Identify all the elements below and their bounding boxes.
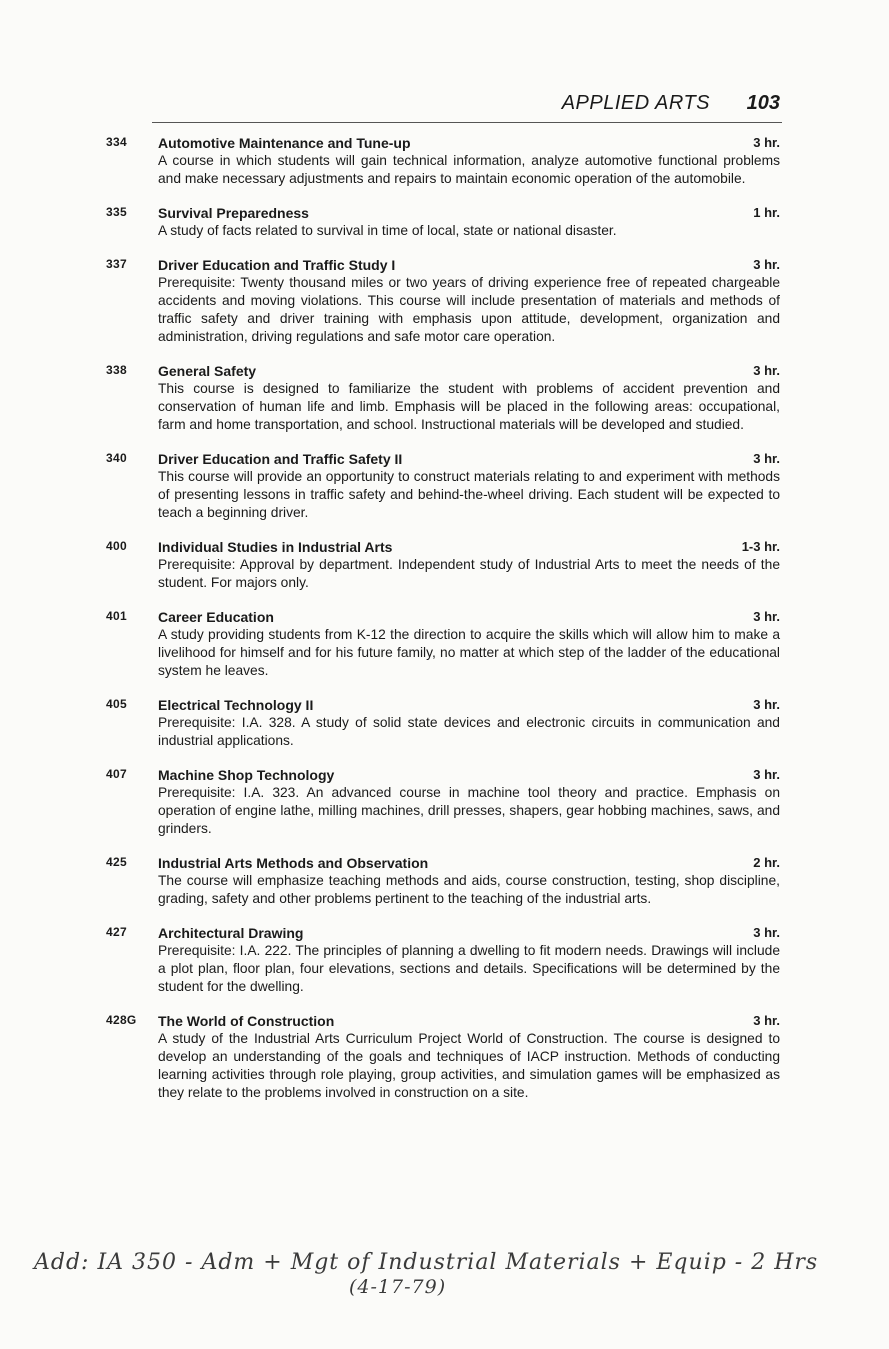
course-hours: 3 hr.: [753, 1013, 780, 1028]
handwritten-note-line: Add: IA 350 - Adm + Mgt of Industrial Materials + Equip - 2 Hrs: [34, 1250, 819, 1275]
course-number: 428G: [106, 1013, 137, 1027]
course-number: 427: [106, 925, 127, 939]
course-number: 401: [106, 609, 127, 623]
course-number: 338: [106, 363, 127, 377]
course-number: 335: [106, 205, 127, 219]
page-header: [152, 92, 782, 123]
course-title: Machine Shop Technology: [158, 767, 335, 783]
handwritten-note-date: (4-17-79): [349, 1276, 447, 1298]
course-hours: 1 hr.: [753, 205, 780, 220]
course-title: Career Education: [158, 609, 274, 625]
course-entry: [0, 696, 889, 750]
course-entry: [0, 134, 889, 188]
course-entry: [0, 256, 889, 346]
course-description: This course is designed to familiarize the student with problems of accident prevention and conservation of human life and limb. Emphasis will be placed in the following areas: occupational, farm and home transportation, and school. Instructional materials will be developed and studied.: [158, 381, 780, 432]
course-description: Prerequisite: I.A. 323. An advanced course in machine tool theory and practice. Emphasis on operation of engine lathe, milling machines, drill presses, shapers, gear hobbing machines, saws, and grinders.: [158, 785, 780, 836]
course-title: Architectural Drawing: [158, 925, 304, 941]
course-entry: [0, 450, 889, 522]
course-entry: [0, 362, 889, 434]
course-number: 340: [106, 451, 127, 465]
handwritten-annotation: [34, 1250, 864, 1310]
course-description: The course will emphasize teaching methods and aids, course construction, testing, shop discipline, grading, safety and other problems pertinent to the teaching of the industrial arts.: [158, 873, 780, 906]
course-hours: 3 hr.: [753, 451, 780, 466]
course-hours: 3 hr.: [753, 363, 780, 378]
course-entry: [0, 854, 889, 908]
course-number: 334: [106, 135, 127, 149]
course-number: 405: [106, 697, 127, 711]
course-title: The World of Construction: [158, 1013, 335, 1029]
course-description: A study providing students from K-12 the direction to acquire the skills which will allow him to make a livelihood for himself and for his future family, no matter at which step of the ladder of the educational system he leaves.: [158, 627, 780, 678]
course-title: Driver Education and Traffic Study I: [158, 257, 396, 273]
course-description: Prerequisite: I.A. 222. The principles of planning a dwelling to fit modern needs. Drawings will include a plot plan, floor plan, four elevations, sections and details. Specifications will be determined by the student for the dwelling.: [158, 943, 780, 994]
course-description: Prerequisite: Approval by department. Independent study of Industrial Arts to meet the needs of the student. For majors only.: [158, 557, 780, 590]
section-title: APPLIED ARTS: [561, 92, 710, 114]
course-number: 400: [106, 539, 127, 553]
course-description: A course in which students will gain technical information, analyze automotive functional problems and make necessary adjustments and repairs to maintain economic operation of the automobile.: [158, 153, 780, 186]
course-hours: 3 hr.: [753, 767, 780, 782]
course-hours: 1-3 hr.: [741, 539, 780, 554]
course-hours: 3 hr.: [753, 257, 780, 272]
course-hours: 2 hr.: [753, 855, 780, 870]
course-hours: 3 hr.: [753, 135, 780, 150]
course-title: Electrical Technology II: [158, 697, 314, 713]
course-list: [0, 134, 889, 1118]
course-entry: [0, 924, 889, 996]
course-description: A study of facts related to survival in time of local, state or national disaster.: [158, 223, 617, 238]
course-entry: [0, 204, 889, 240]
course-title: Automotive Maintenance and Tune-up: [158, 135, 411, 151]
course-entry: [0, 766, 889, 838]
course-number: 337: [106, 257, 127, 271]
course-hours: 3 hr.: [753, 697, 780, 712]
course-description: Prerequisite: Twenty thousand miles or two years of driving experience free of repeated chargeable accidents and moving violations. This course will include presentation of materials and methods of traffic safety and driver training with emphasis upon attitude, development, organization and administration, driving regulations and safe motor care operation.: [158, 275, 780, 344]
course-entry: [0, 608, 889, 680]
course-title: Survival Preparedness: [158, 205, 309, 221]
course-description: This course will provide an opportunity to construct materials relating to and experiment with methods of presenting lessons in traffic safety and behind-the-wheel driving. Each student will be expected to teach a beginning driver.: [158, 469, 780, 520]
course-number: 407: [106, 767, 127, 781]
course-hours: 3 hr.: [753, 925, 780, 940]
course-hours: 3 hr.: [753, 609, 780, 624]
page-number: 103: [746, 92, 780, 114]
course-title: General Safety: [158, 363, 257, 379]
course-entry: [0, 1012, 889, 1102]
course-entry: [0, 538, 889, 592]
course-description: Prerequisite: I.A. 328. A study of solid state devices and electronic circuits in communication and industrial applications.: [158, 715, 780, 748]
course-title: Industrial Arts Methods and Observation: [158, 855, 429, 871]
course-description: A study of the Industrial Arts Curriculum Project World of Construction. The course is designed to develop an understanding of the goals and techniques of IACP instruction. Methods of conducting learning activities through role playing, group activities, and simulation games will be emphasized as they relate to the problems involved in construction on a site.: [158, 1031, 780, 1100]
course-title: Driver Education and Traffic Safety II: [158, 451, 403, 467]
course-title: Individual Studies in Industrial Arts: [158, 539, 393, 555]
course-number: 425: [106, 855, 127, 869]
